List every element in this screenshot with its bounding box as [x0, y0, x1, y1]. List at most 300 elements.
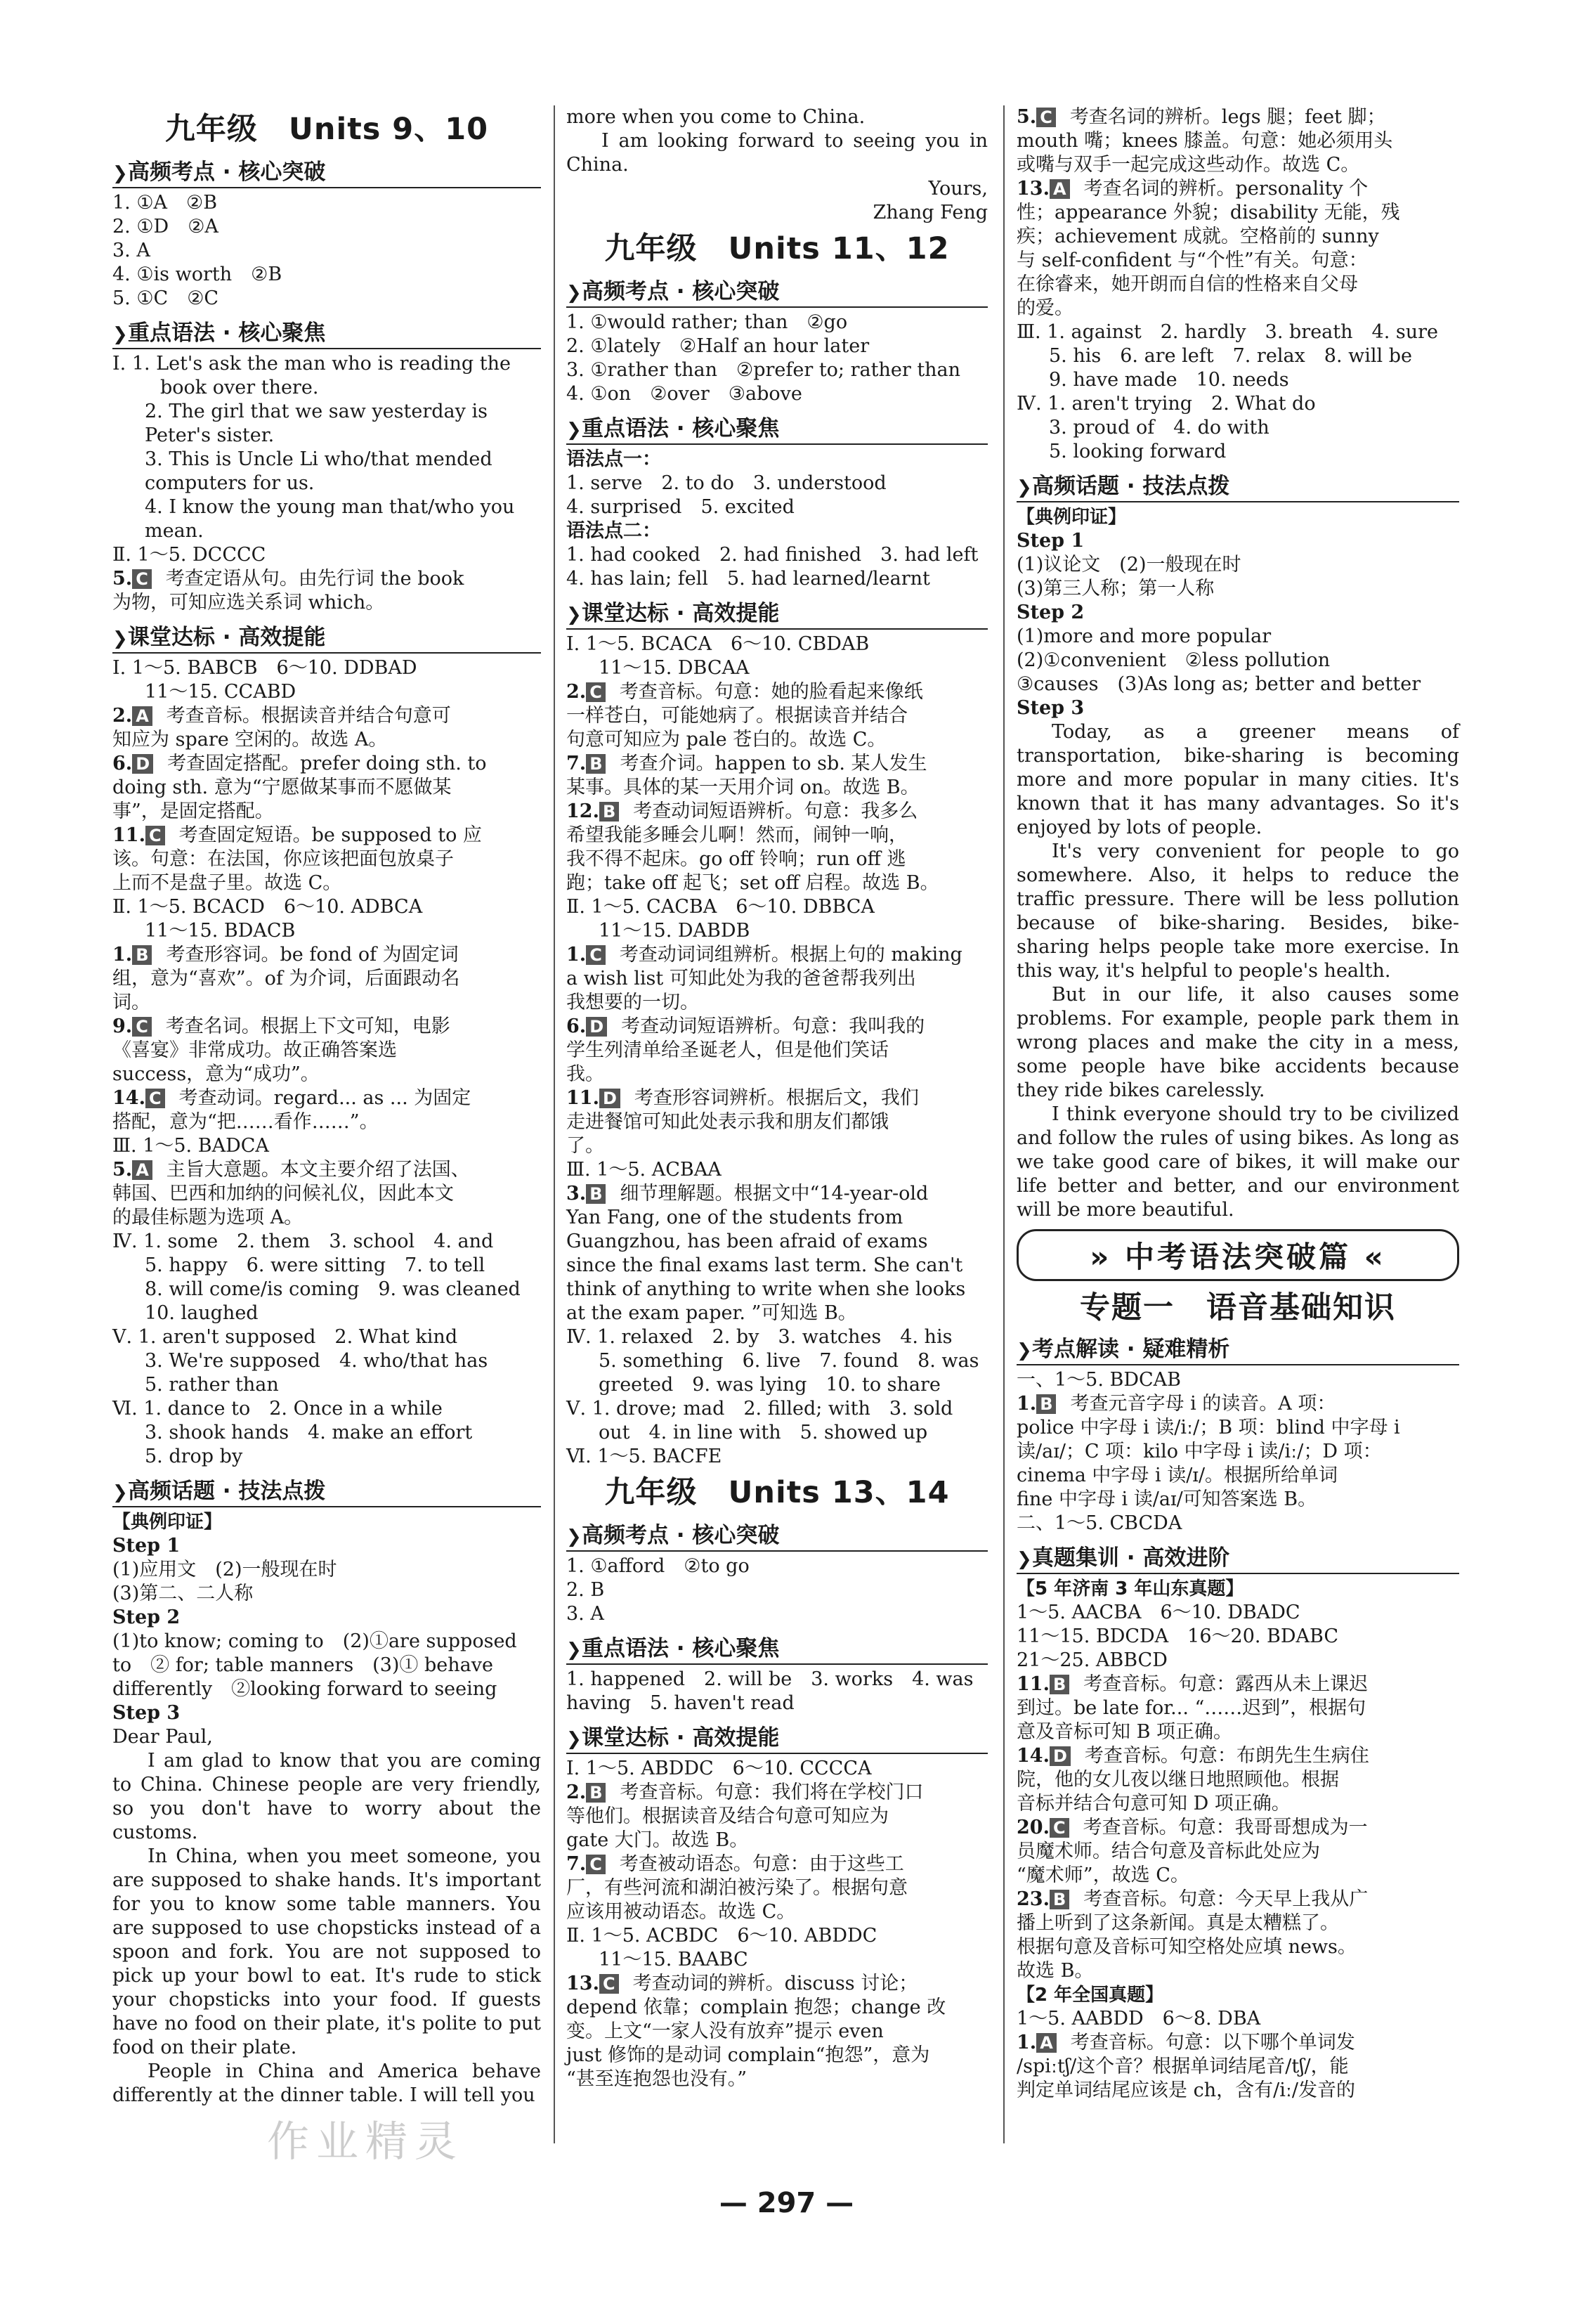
explanation-line — [566, 1781, 988, 1805]
chevron-right-icon: ❯ — [1017, 1340, 1032, 1361]
answer-line: Dear Paul, — [112, 1726, 213, 1748]
unit-title: 九年级 Units 9、10 — [164, 112, 489, 147]
column-divider — [1003, 105, 1005, 2143]
section-heading-label: 重点语法 · 核心聚焦 — [582, 416, 780, 441]
step-label: Step 1 — [1017, 530, 1085, 552]
answer-line: 厂，有些河流和湖泊被污染了。根据句意 — [566, 1877, 908, 1899]
answer-line: Ⅵ. 1～5. BACFE — [566, 1446, 722, 1467]
answer-line: (2)①convenient ②less pollution — [1017, 649, 1331, 671]
explanation-line — [566, 752, 988, 776]
answer-line: book over there. — [160, 377, 319, 398]
answer-line: (1)more and more popular — [1017, 625, 1272, 647]
watermark: 作业精灵 — [267, 2117, 464, 2167]
answer-line: 或嘴与双手一起完成这些动作。故选 C。 — [1017, 154, 1360, 176]
explanation-line — [1017, 1888, 1459, 1911]
essay-paragraph: I am looking forward to seeing you in China. — [566, 130, 988, 176]
answer-line: 读/aɪ/；C 项：kilo 中字母 i 读/iː/；D 项： — [1017, 1441, 1382, 1462]
explanation-text: 考查音标。句意：今天早上我从广 — [1083, 1888, 1369, 1910]
explanation-text: 考查音标。根据读音并结合句意可 — [166, 705, 451, 727]
answer-badge: A — [1050, 179, 1070, 199]
chevron-right-icon: ❯ — [566, 1640, 582, 1661]
answer-line: 某事。具体的某一天用介词 on。故选 B。 — [566, 777, 920, 798]
answer-line: Ⅳ. 1. some 2. them 3. school 4. and — [112, 1231, 494, 1252]
step-label: Step 3 — [1017, 697, 1085, 719]
section-heading-label: 高频考点 · 核心突破 — [128, 160, 326, 185]
explanation-text: 考查音标。句意：布朗先生生病住 — [1084, 1745, 1369, 1767]
answer-line: fine 中字母 i 读/aɪ/可知答案选 B。 — [1017, 1488, 1317, 1510]
explanation-text: 考查音标。句意：露西从未上课迟 — [1083, 1673, 1369, 1695]
answer-line: 8. will come/is coming 9. was cleaned — [145, 1278, 521, 1300]
column-middle — [566, 105, 988, 2091]
section-heading — [566, 273, 988, 308]
unit-title: 九年级 Units 13、14 — [604, 1475, 950, 1510]
answer-badge: D — [586, 1017, 607, 1037]
question-number: 9. — [112, 1015, 133, 1037]
answer-line: 1. ①afford ②to go — [566, 1555, 750, 1577]
chapter-banner: » 中考语法突破篇 « — [1017, 1229, 1459, 1281]
answer-line: cinema 中字母 i 读/ɪ/。根据所给单词 — [1017, 1465, 1338, 1486]
answer-line: 等他们。根据读音及结合句意可知应为 — [566, 1805, 889, 1827]
explanation-text: 考查定语从句。由先行词 the book — [165, 568, 464, 590]
question-number: 6. — [112, 753, 133, 774]
question-number: 20. — [1017, 1817, 1050, 1838]
section-heading-label: 课堂达标 · 高效提能 — [128, 625, 326, 650]
bracket-heading: 【5 年济南 3 年山东真题】 — [1017, 1578, 1244, 1599]
explanation-text: 考查名词的辨析。legs 腿；feet 脚； — [1069, 106, 1386, 128]
answer-line: Ⅳ. 1. aren't trying 2. What do — [1017, 393, 1316, 415]
question-number: 7. — [566, 753, 587, 774]
answer-line: 3. This is Uncle Li who/that mended — [145, 448, 492, 470]
chevron-right-icon: ❯ — [112, 163, 128, 184]
answer-line: Yan Fang, one of the students from — [566, 1207, 903, 1228]
answer-badge: C — [132, 1017, 152, 1037]
answer-line: 判定单词结尾应该是 ch，含有/iː/发音的 — [1017, 2079, 1356, 2101]
explanation-text: 考查动词的辨析。discuss 讨论； — [632, 1973, 918, 1994]
answer-line: more when you come to China. — [566, 106, 866, 128]
answer-line: 11～15. DBCAA — [599, 657, 750, 679]
answer-line: Ⅰ. 1～5. BABCB 6～10. DDBAD — [112, 657, 417, 679]
question-number: 3. — [566, 1183, 587, 1205]
answer-badge: D — [1050, 1746, 1071, 1766]
answer-badge: B — [1036, 1394, 1056, 1414]
explanation-line — [566, 680, 988, 704]
question-number: 2. — [566, 1781, 587, 1803]
answer-line: Ⅲ. 1～5. BADCA — [112, 1135, 269, 1157]
column-divider — [554, 105, 555, 2143]
explanation-text: 考查被动语态。句意：由于这些工 — [619, 1853, 904, 1875]
explanation-line — [1017, 1673, 1459, 1696]
answer-line: 11～15. BDCDA 16～20. BDABC — [1017, 1625, 1339, 1647]
answer-line: 了。 — [566, 1135, 604, 1157]
explanation-line — [566, 1015, 988, 1039]
section-heading — [112, 619, 541, 654]
answer-line: 二、1～5. CBCDA — [1017, 1512, 1182, 1534]
answer-line: 4. surprised 5. excited — [566, 496, 795, 518]
question-number: 13. — [1017, 178, 1050, 200]
answer-badge: C — [586, 682, 606, 702]
step-label: Step 2 — [112, 1606, 181, 1628]
answer-line: 3. We're supposed 4. who/that has — [145, 1350, 488, 1372]
bracket-heading: 【2 年全国真题】 — [1017, 1985, 1164, 2006]
explanation-text: 考查音标。句意：我哥哥想成为一 — [1083, 1817, 1368, 1838]
answer-line: 5. looking forward — [1049, 441, 1227, 462]
answer-line: at the exam paper. ”可知选 B。 — [566, 1302, 857, 1324]
explanation-text: 考查音标。句意：我们将在学校门口 — [620, 1781, 924, 1803]
answer-line: just 修饰的是动词 complain“抱怨”，意为 — [566, 2044, 930, 2066]
section-heading — [566, 1517, 988, 1552]
explanation-line — [566, 1972, 988, 1996]
chevron-right-icon: ❯ — [566, 1729, 582, 1750]
step-label: Step 2 — [1017, 602, 1085, 623]
answer-line: 知应为 spare 空闲的。故选 A。 — [112, 729, 388, 751]
explanation-text: 考查形容词辨析。根据后文，我们 — [634, 1087, 919, 1109]
answer-line: 根据句意及音标可知空格处应填 news。 — [1017, 1936, 1357, 1958]
section-heading-label: 高频考点 · 核心突破 — [582, 279, 780, 304]
question-number: 23. — [1017, 1888, 1050, 1910]
explanation-line — [566, 800, 988, 824]
answer-badge: C — [145, 826, 165, 845]
answer-line: 《喜宴》非常成功。故正确答案选 — [112, 1039, 397, 1061]
column-left — [112, 105, 541, 2108]
step-label: Step 3 — [112, 1702, 181, 1724]
topic-title: 专题一 语音基础知识 — [1080, 1290, 1396, 1325]
answer-line: success，意为“成功”。 — [112, 1063, 320, 1085]
answer-line: 1～5. AABDD 6～8. DBA — [1017, 2008, 1261, 2030]
explanation-line — [566, 943, 988, 967]
answer-line: Ⅰ. 1. Let's ask the man who is reading the — [112, 353, 511, 375]
essay-paragraph: But in our life, it also causes some problems. For example, people park them in wrong places and make the city in a mess, some people have bike accidents because they ride bikes carelessly. — [1017, 984, 1459, 1101]
answer-line: Ⅳ. 1. relaxed 2. by 3. watches 4. his — [566, 1326, 953, 1348]
answer-line: 故选 B。 — [1017, 1960, 1094, 1982]
answer-line: 组，意为“喜欢”。of 为介词，后面跟动名 — [112, 968, 460, 989]
question-number: 14. — [112, 1087, 145, 1109]
answer-line: 一样苍白，可能她病了。根据读音并结合 — [566, 705, 908, 727]
question-number: 1. — [112, 944, 133, 966]
explanation-line — [112, 704, 541, 728]
signature-line: Yours, — [928, 178, 988, 200]
answer-line: Guangzhou, has been afraid of exams — [566, 1231, 928, 1252]
answer-line: 3. proud of 4. do with — [1049, 417, 1270, 439]
explanation-text: 主旨大意题。本文主要介绍了法国、 — [166, 1159, 470, 1181]
chevron-right-icon: ❯ — [112, 324, 128, 345]
essay-paragraph: People in China and America behave differently at the dinner table. I will tell you — [112, 2060, 541, 2106]
answer-line: (3)第三人称；第一人称 — [1017, 578, 1215, 599]
answer-line: 希望我能多睡会儿啊！然而，闹钟一响， — [566, 824, 908, 846]
answer-line: 5. ①C ②C — [112, 287, 219, 309]
answer-line: 该。句意：在法国，你应该把面包放桌子 — [112, 848, 454, 870]
answer-line: 性；appearance 外貌；disability 无能，残 — [1017, 202, 1400, 223]
answer-line: mean. — [145, 520, 204, 542]
explanation-text: 考查动词短语辨析。句意：我叫我的 — [621, 1015, 925, 1037]
explanation-line — [112, 1015, 541, 1039]
answer-line: Ⅲ. 1. against 2. hardly 3. breath 4. sure — [1017, 321, 1438, 343]
explanation-line — [112, 1086, 541, 1110]
answer-line: 3. shook hands 4. make an effort — [145, 1422, 473, 1443]
answer-line: greeted 9. was lying 10. to share — [599, 1374, 941, 1396]
answer-line: having 5. haven't read — [566, 1692, 795, 1714]
answer-line: 走进餐馆可知此处表示我和朋友们都饿 — [566, 1111, 889, 1133]
section-heading-label: 高频考点 · 核心突破 — [582, 1523, 780, 1548]
answer-line: 1. happened 2. will be 3. works 4. was — [566, 1668, 974, 1690]
answer-line: 4. ①is worth ②B — [112, 264, 282, 285]
explanation-line — [1017, 177, 1459, 201]
answer-line: to ② for; table manners (3)① behave — [112, 1654, 493, 1676]
answer-line: 3. A — [112, 240, 150, 261]
answer-line: 1. ①would rather; than ②go — [566, 311, 848, 333]
question-number: 5. — [1017, 106, 1037, 128]
essay-paragraph: I think everyone should try to be civilized and follow the rules of using bikes. As long as we take good care of bikes, it will make our life better and better, and our environment will be more beautiful. — [1017, 1103, 1459, 1221]
section-heading-label: 高频话题 · 技法点拨 — [1032, 474, 1230, 499]
answer-line: 1～5. AACBA 6～10. DBADC — [1017, 1602, 1300, 1623]
answer-line: (1)议论文 (2)一般现在时 — [1017, 554, 1241, 576]
answer-line: Ⅰ. 1～5. BCACA 6～10. CBDAB — [566, 633, 870, 655]
explanation-line — [1017, 1816, 1459, 1840]
section-heading — [112, 154, 541, 188]
answer-line: Ⅴ. 1. aren't supposed 2. What kind — [112, 1326, 458, 1348]
answer-line: 跑；take off 起飞；set off 启程。故选 B。 — [566, 872, 939, 894]
answer-line: 3. A — [566, 1603, 604, 1625]
answer-line: 的爱。 — [1017, 297, 1073, 319]
bracket-heading: 【典例印证】 — [112, 1512, 223, 1533]
answer-line: 音标并结合句意可知 D 项正确。 — [1017, 1793, 1291, 1815]
answer-line: 2. ①lately ②Half an hour later — [566, 335, 870, 357]
answer-line: 5. rather than — [145, 1374, 279, 1396]
signature-line: Zhang Feng — [873, 202, 988, 223]
answer-line: 4. ①on ②over ③above — [566, 383, 802, 405]
answer-line: 到过。be late for... “……迟到”，根据句 — [1017, 1697, 1366, 1719]
explanation-line — [566, 1852, 988, 1876]
unit-title: 九年级 Units 11、12 — [604, 231, 950, 266]
answer-line: a wish list 可知此处为我的爸爸帮我列出 — [566, 968, 916, 989]
answer-line: 3. ①rather than ②prefer to; rather than — [566, 359, 961, 381]
question-number: 11. — [1017, 1673, 1050, 1695]
answer-badge: B — [586, 1783, 606, 1803]
answer-line: 4. I know the young man that/who you — [145, 496, 515, 518]
section-heading — [112, 1473, 541, 1507]
answer-line: 在徐睿来，她开朗而自信的性格来自父母 — [1017, 273, 1358, 295]
answer-line: 变。上文“一家人没有放弃”提示 even — [566, 2020, 884, 2042]
answer-line: Peter's sister. — [145, 424, 275, 446]
answer-line: 上而不是盘子里。故选 C。 — [112, 872, 342, 894]
answer-line: 一、1～5. BDCAB — [1017, 1369, 1182, 1391]
answer-line: doing sth. 意为“宁愿做某事而不愿做某 — [112, 777, 452, 798]
answer-badge: A — [1036, 2033, 1057, 2053]
question-number: 2. — [112, 705, 133, 727]
answer-badge: B — [586, 1184, 606, 1204]
answer-badge: B — [586, 754, 606, 774]
answer-line: (3)第二、二人称 — [112, 1583, 254, 1604]
section-heading-label: 考点解读 · 疑难精析 — [1032, 1337, 1230, 1362]
explanation-text: 细节理解题。根据文中“14-year-old — [620, 1183, 929, 1205]
bracket-heading: 【典例印证】 — [1017, 507, 1127, 528]
answer-badge: D — [132, 754, 153, 774]
answer-line: since the final exams last term. She can't — [566, 1254, 963, 1276]
answer-line: gate 大门。故选 B。 — [566, 1829, 749, 1851]
explanation-text: 考查形容词。be fond of 为固定词 — [166, 944, 459, 966]
answer-line: 1. serve 2. to do 3. understood — [566, 472, 887, 494]
explanation-line — [112, 752, 541, 776]
question-number: 14. — [1017, 1745, 1050, 1767]
explanation-line — [112, 567, 541, 591]
explanation-line — [112, 943, 541, 967]
answer-line: 11～15. CCABD — [145, 681, 296, 703]
answer-line: (1)to know; coming to (2)①are supposed — [112, 1630, 517, 1652]
answer-badge: C — [1036, 108, 1056, 127]
question-number: 1. — [1017, 2032, 1037, 2053]
section-heading — [566, 595, 988, 630]
answer-line: Ⅲ. 1～5. ACBAA — [566, 1159, 722, 1181]
answer-line: Ⅱ. 1～5. CACBA 6～10. DBBCA — [566, 896, 875, 918]
answer-line: 11～15. DABDB — [599, 920, 750, 942]
answer-line: 句意可知应为 pale 苍白的。故选 C。 — [566, 729, 887, 751]
answer-badge: C — [132, 569, 152, 589]
answer-line: 员魔术师。结合句意及音标此处应为 — [1017, 1841, 1320, 1862]
answer-badge: A — [132, 1160, 152, 1180]
explanation-text: 考查音标。句意：以下哪个单词发 — [1070, 2032, 1355, 2053]
page-number: — 297 — — [719, 2187, 854, 2219]
answer-line: depend 依靠；complain 抱怨；change 改 — [566, 1997, 946, 2018]
answer-line: 2. ①D ②A — [112, 216, 218, 238]
explanation-text: 考查动词短语辨析。句意：我多么 — [633, 800, 918, 822]
answer-badge: B — [1050, 1890, 1069, 1909]
explanation-text: 考查动词词组辨析。根据上句的 making — [619, 944, 962, 966]
section-heading — [112, 315, 541, 349]
answer-badge: C — [599, 1974, 619, 1994]
chevron-right-icon: ❯ — [566, 283, 582, 304]
answer-line: computers for us. — [145, 472, 315, 494]
answer-line: 2. The girl that we saw yesterday is — [145, 401, 488, 422]
answer-badge: A — [132, 706, 152, 726]
answer-line: 搭配，意为“把……看作……”。 — [112, 1111, 379, 1133]
question-number: 7. — [566, 1853, 587, 1875]
question-number: 2. — [566, 681, 587, 703]
answer-line: 5. something 6. live 7. found 8. was — [599, 1350, 979, 1372]
answer-line: 21～25. ABBCD — [1017, 1649, 1168, 1671]
answer-line: /spiːtʃ/这个音？根据单词结尾音/tʃ/，能 — [1017, 2056, 1349, 2077]
section-heading-label: 课堂达标 · 高效提能 — [582, 601, 780, 626]
answer-line: out 4. in line with 5. showed up — [599, 1422, 928, 1443]
answer-line: 意及音标可知 B 项正确。 — [1017, 1721, 1233, 1743]
explanation-text: 考查元音字母 i 的读音。A 项： — [1070, 1393, 1336, 1415]
explanation-text: 考查介词。happen to sb. 某人发生 — [620, 753, 927, 774]
explanation-line — [1017, 2031, 1459, 2055]
section-heading — [566, 1630, 988, 1665]
answer-line: 1. had cooked 2. had finished 3. had left — [566, 544, 979, 566]
explanation-text: 考查动词。regard... as ... 为固定 — [178, 1087, 471, 1109]
answer-line: 11～15. BAABC — [599, 1949, 748, 1971]
answer-line: 院，他的女儿夜以继日地照顾他。根据 — [1017, 1769, 1339, 1791]
explanation-text: 考查固定搭配。prefer doing sth. to — [167, 753, 487, 774]
answer-line: Ⅱ. 1～5. ACBDC 6～10. ABDDC — [566, 1925, 877, 1947]
explanation-line — [112, 1158, 541, 1182]
chevron-right-icon: ❯ — [566, 420, 582, 441]
explanation-line — [1017, 105, 1459, 129]
question-number: 5. — [112, 1159, 133, 1181]
section-heading — [566, 1720, 988, 1754]
answer-line: 播上听到了这条新闻。真是太糟糕了。 — [1017, 1912, 1339, 1934]
section-heading — [566, 410, 988, 445]
answer-line: 5. his 6. are left 7. relax 8. will be — [1049, 345, 1412, 367]
answer-line: Ⅵ. 1. dance to 2. Once in a while — [112, 1398, 443, 1420]
chevron-right-icon: ❯ — [112, 1482, 128, 1503]
section-heading-label: 重点语法 · 核心聚焦 — [582, 1636, 780, 1661]
chevron-right-icon: ❯ — [112, 628, 128, 649]
answer-line: 11～15. BDACB — [145, 920, 296, 942]
answer-line: 学生列清单给圣诞老人，但是他们笑话 — [566, 1039, 889, 1061]
explanation-line — [566, 1086, 988, 1110]
answer-line: 事”，是固定搭配。 — [112, 800, 274, 822]
answer-badge: C — [586, 1855, 606, 1874]
chevron-right-icon: ❯ — [1017, 1549, 1032, 1570]
essay-paragraph: It's very convenient for people to go somewhere. Also, it helps to reduce the traffic pressure. There will be less pollution because of bike-sharing. Besides, bike-sharing helps people take more exercise. In this way, it's helpful to people's health. — [1017, 840, 1459, 982]
step-label: 语法点二： — [566, 520, 661, 542]
answer-line: differently ②looking forward to seeing — [112, 1678, 497, 1700]
answer-line: police 中字母 i 读/iː/；B 项：blind 中字母 i — [1017, 1417, 1400, 1439]
answer-line: 我。 — [566, 1063, 604, 1085]
answer-line: mouth 嘴；knees 膝盖。句意：她必须用头 — [1017, 130, 1393, 152]
answer-line: 我想要的一切。 — [566, 992, 699, 1013]
section-heading — [1017, 1331, 1459, 1365]
answer-line: Ⅰ. 1～5. ABDDC 6～10. CCCCA — [566, 1758, 872, 1779]
chevron-right-icon: ❯ — [1017, 477, 1032, 498]
answer-badge: C — [1050, 1818, 1069, 1838]
answer-line: (1)应用文 (2)一般现在时 — [112, 1559, 337, 1580]
answer-line: 我不得不起床。go off 铃响；run off 逃 — [566, 848, 906, 870]
answer-line: 4. has lain; fell 5. had learned/learnt — [566, 568, 930, 590]
answer-line: 5. drop by — [145, 1446, 243, 1467]
answer-line: Ⅱ. 1～5. DCCCC — [112, 544, 266, 566]
explanation-text: 考查固定短语。be supposed to 应 — [178, 824, 482, 846]
chevron-right-icon: ❯ — [566, 604, 582, 625]
section-heading-label: 高频话题 · 技法点拨 — [128, 1479, 326, 1504]
answer-line: “甚至连抱怨也没有。” — [566, 2068, 748, 2090]
section-heading-label: 真题集训 · 高效进阶 — [1032, 1545, 1230, 1571]
answer-line: 9. have made 10. needs — [1049, 369, 1289, 391]
answer-line: Ⅱ. 1～5. BCACD 6～10. ADBCA — [112, 896, 423, 918]
step-label: 语法点一： — [566, 448, 661, 470]
answer-badge: B — [132, 945, 152, 965]
answer-line: 10. laughed — [145, 1302, 259, 1324]
column-right — [1017, 105, 1459, 2103]
explanation-text: 考查名词的辨析。personality 个 — [1083, 178, 1369, 200]
section-heading-label: 课堂达标 · 高效提能 — [582, 1725, 780, 1751]
question-number: 11. — [112, 824, 145, 846]
explanation-text: 考查名词。根据上下文可知，电影 — [165, 1015, 450, 1037]
explanation-line — [566, 1182, 988, 1206]
answer-line: 2. B — [566, 1579, 605, 1601]
answer-line: 疾；achievement 成就。空格前的 sunny — [1017, 226, 1379, 247]
answer-badge: C — [586, 945, 606, 965]
section-heading — [1017, 1540, 1459, 1574]
question-number: 6. — [566, 1015, 587, 1037]
essay-paragraph: I am glad to know that you are coming to China. Chinese people are very friendly, so you don't have to worry about the customs. — [112, 1750, 541, 1843]
answer-line: Ⅴ. 1. drove; mad 2. filled; with 3. sold — [566, 1398, 953, 1420]
question-number: 13. — [566, 1973, 599, 1994]
essay-paragraph: Today, as a greener means of transportation, bike-sharing is becoming more and more popular in many cities. It's known that it has many advantages. So it's enjoyed by lots of people. — [1017, 721, 1459, 838]
answer-line: 韩国、巴西和加纳的问候礼仪，因此本文 — [112, 1183, 454, 1205]
answer-badge: C — [145, 1089, 165, 1108]
essay-paragraph: In China, when you meet someone, you are supposed to shake hands. It's important for you to know some table manners. You are supposed to use chopsticks instead of a spoon and fork. You are not supposed to pick up your bowl to eat. It's rude to stick your chopsticks into your food. If guests have no food on their plate, it's polite to put food on their plate. — [112, 1845, 541, 2058]
answer-badge: B — [1050, 1675, 1069, 1694]
answer-line: 为物，可知应选关系词 which。 — [112, 592, 385, 614]
question-number: 5. — [112, 568, 133, 590]
answer-line: 与 self-confident 与“个性”有关。句意： — [1017, 249, 1368, 271]
answer-line: 应该用被动语态。故选 C。 — [566, 1901, 796, 1923]
answer-line: ③causes (3)As long as; better and better — [1017, 673, 1421, 695]
question-number: 1. — [1017, 1393, 1037, 1415]
explanation-line — [112, 824, 541, 848]
answer-badge: B — [599, 802, 619, 822]
